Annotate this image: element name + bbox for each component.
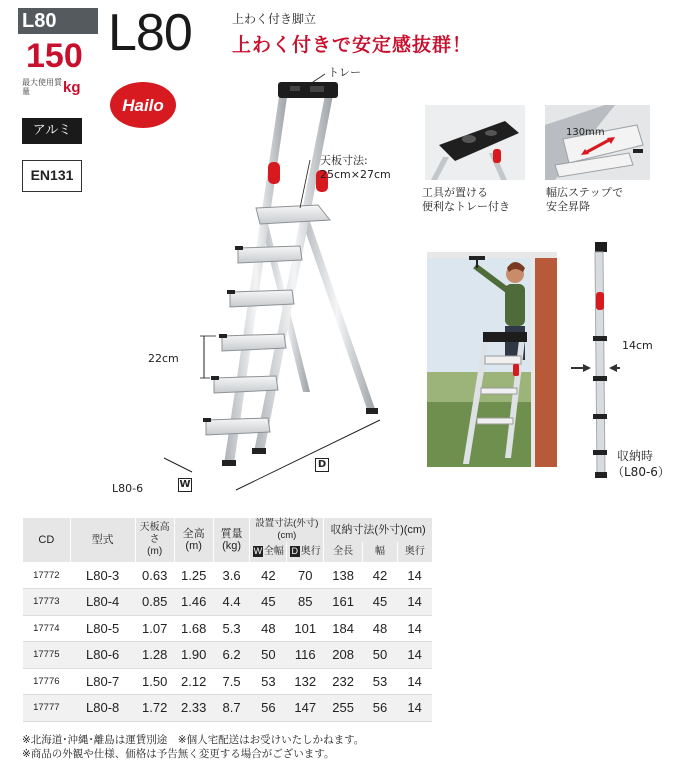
step-caption-2: 安全昇降 xyxy=(546,200,590,213)
col-cd: CD xyxy=(23,518,71,562)
step-4 xyxy=(214,376,278,393)
w-mark: W xyxy=(179,479,191,490)
col-width: 幅 xyxy=(363,542,398,562)
ladder-diagram xyxy=(140,60,420,500)
note-changes: ※商品の外観や仕様、価格は予告無く変更する場合がございます。 xyxy=(22,748,335,760)
step-3 xyxy=(222,334,286,351)
tray-caption-2: 便利なトレー付き xyxy=(422,200,510,213)
table-row: 17774 L80-5 1.07 1.68 5.3 48 101 184 48 14 xyxy=(23,615,433,642)
tray-photo xyxy=(425,105,525,180)
col-full-width: W 全幅 xyxy=(250,542,287,562)
table-row: 17775 L80-6 1.28 1.90 6.2 50 116 208 50 14 xyxy=(23,642,433,669)
col-top-height: 天板高さ (m) xyxy=(135,518,174,562)
col-weight: 質量 (kg) xyxy=(213,518,250,562)
folded-caption-1: 収納時 xyxy=(617,449,654,463)
col-setup: 設置寸法(外寸)(cm) xyxy=(250,518,324,542)
step-photo xyxy=(545,105,650,180)
top-platform xyxy=(256,205,330,224)
col-model: 型式 xyxy=(70,518,135,562)
material-badge: アルミ xyxy=(22,118,82,144)
top-size-value: 25cm×27cm xyxy=(320,168,391,181)
folded-depth-label: 14cm xyxy=(622,339,653,352)
d-mark: D xyxy=(315,458,329,472)
standard-badge: EN131 xyxy=(22,160,82,192)
tray-caption-1: 工具が置ける xyxy=(422,186,488,199)
col-total-height: 全高 (m) xyxy=(174,518,213,562)
max-load-label: 最大使用質量 xyxy=(22,78,62,96)
col-length: 全長 xyxy=(324,542,363,562)
product-title: L80 xyxy=(108,4,192,62)
col-depth: D 奥行 xyxy=(287,542,324,562)
col-depth2: 奥行 xyxy=(397,542,432,562)
top-size-label: 天板寸法: xyxy=(320,154,368,167)
spec-table xyxy=(22,518,432,722)
tray xyxy=(278,82,338,98)
table-row: 17772 L80-3 0.63 1.25 3.6 42 70 138 42 14 xyxy=(23,562,433,589)
handle-left xyxy=(268,162,280,184)
table-row: 17777 L80-8 1.72 2.33 8.7 56 147 255 56 14 xyxy=(23,695,433,722)
step-5 xyxy=(206,418,270,435)
step-caption-1: 幅広ステップで xyxy=(546,186,624,199)
rear-leg-right xyxy=(298,210,376,412)
catchphrase: 上わく付きで安定感抜群！ xyxy=(232,34,473,56)
product-subtitle: 上わく付き脚立 xyxy=(232,12,317,26)
model-badge: L80 xyxy=(18,8,98,34)
step-width-label: 130mm xyxy=(566,127,605,138)
step-2 xyxy=(230,290,294,307)
usage-photo xyxy=(427,252,557,467)
step-1 xyxy=(238,246,302,263)
note-shipping: ※北海道･沖縄･離島は運賃別途 ※個人宅配送はお受けいたしかねます。 xyxy=(22,734,365,746)
folded-ladder xyxy=(565,236,620,481)
col-storage: 収納寸法(外寸)(cm) xyxy=(324,518,432,542)
max-load-unit: kg xyxy=(63,79,81,96)
model-caption: L80-6 xyxy=(112,482,144,495)
table-row: 17773 L80-4 0.85 1.46 4.4 45 85 161 45 14 xyxy=(23,589,433,616)
folded-caption-2: （L80-6） xyxy=(612,465,670,479)
brand-name: Hailo xyxy=(122,96,164,115)
step-pitch-label: 22cm xyxy=(148,352,179,365)
max-load-value: 150 xyxy=(26,37,83,75)
table-row: 17776 L80-7 1.50 2.12 7.5 53 132 232 53 14 xyxy=(23,668,433,695)
tray-label: トレー xyxy=(328,66,361,79)
